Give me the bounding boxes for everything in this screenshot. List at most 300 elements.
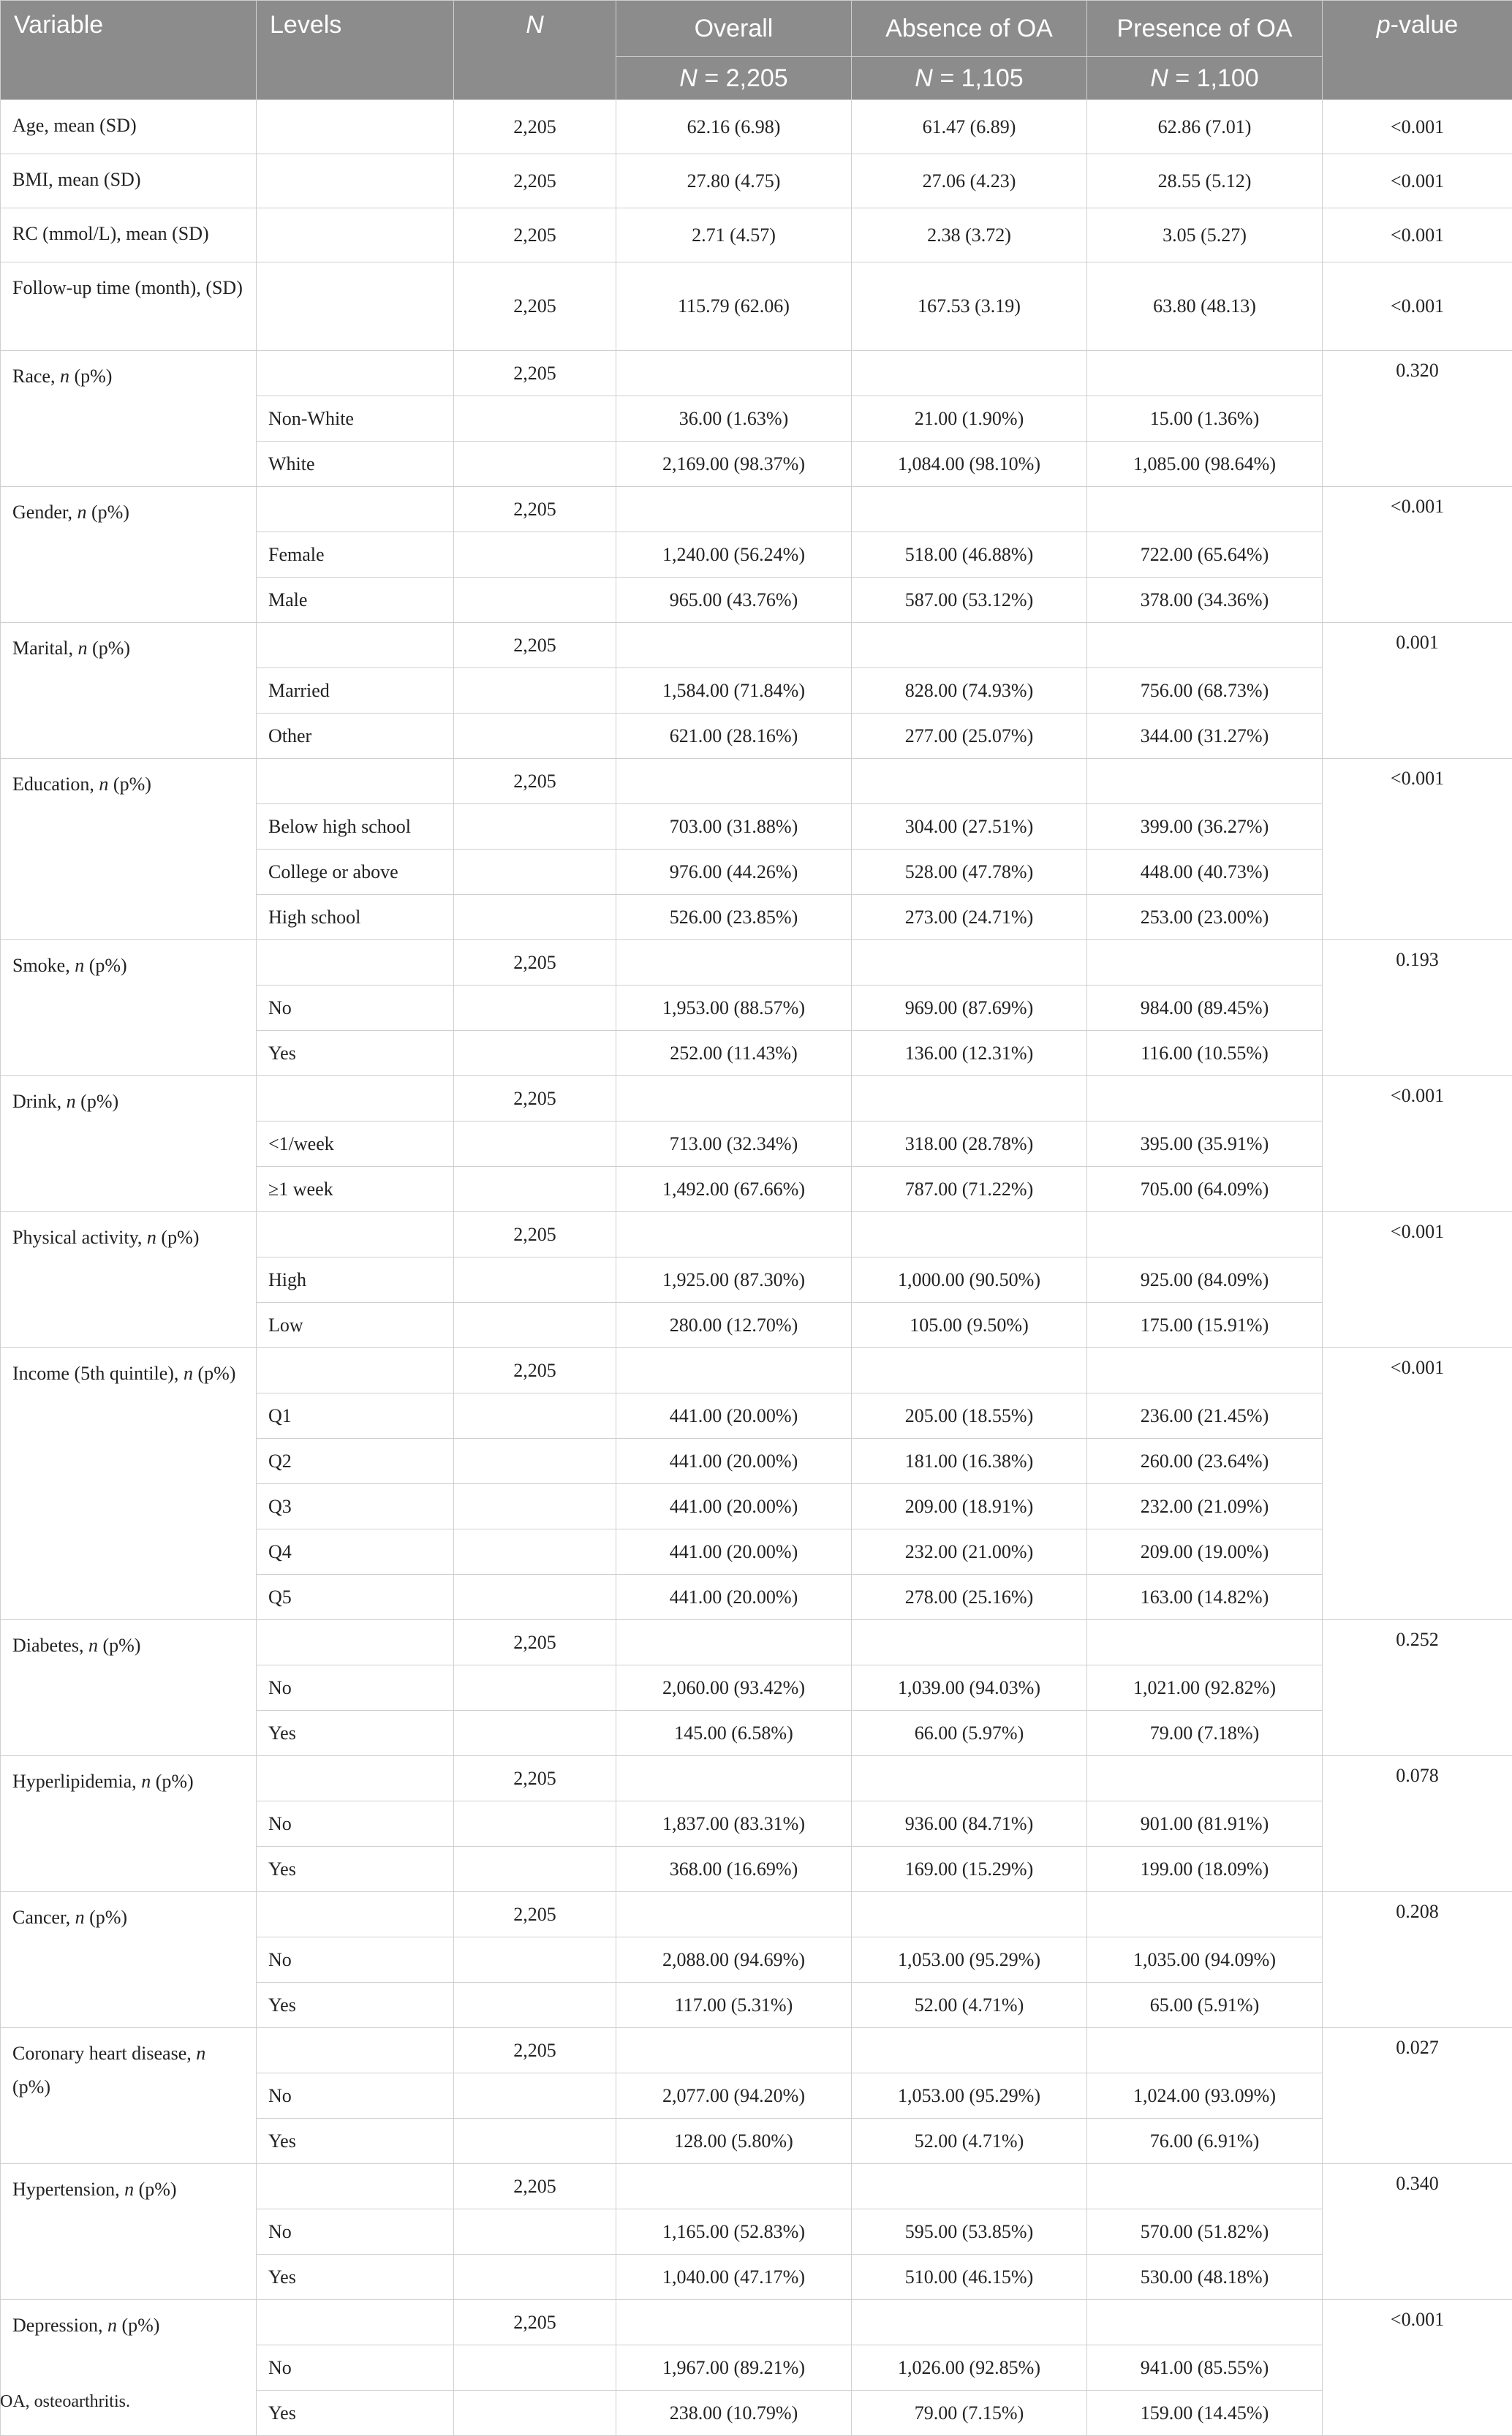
p-value-cell: <0.001 — [1323, 154, 1512, 208]
header-absence: Absence of OA — [852, 1, 1087, 57]
presence-cell: 448.00 (40.73%) — [1087, 850, 1323, 895]
table-row — [1, 100, 1512, 154]
presence-cell: 1,024.00 (93.09%) — [1087, 2073, 1323, 2119]
n-cell — [454, 1847, 616, 1892]
variable-label: Gender, — [12, 502, 77, 523]
absence-cell: 167.53 (3.19) — [852, 262, 1087, 351]
n-cell: 2,205 — [454, 208, 616, 262]
absence-cell: 1,053.00 (95.29%) — [852, 1937, 1087, 1983]
n-cell: 2,205 — [454, 1892, 616, 1937]
overall-cell: 2.71 (4.57) — [616, 208, 852, 262]
variable-label: Race, — [12, 366, 60, 387]
n-cell — [454, 2073, 616, 2119]
overall-cell: 1,040.00 (47.17%) — [616, 2255, 852, 2300]
level-cell: High — [257, 1257, 454, 1303]
table-row — [1, 1076, 1512, 1121]
absence-cell — [852, 623, 1087, 668]
variable-label-n: n — [107, 2315, 117, 2336]
absence-cell: 169.00 (15.29%) — [852, 1847, 1087, 1892]
variable-label: Smoke, — [12, 955, 75, 976]
p-value-cell: 0.001 — [1323, 623, 1512, 759]
presence-cell: 65.00 (5.91%) — [1087, 1983, 1323, 2028]
n-cell: 2,205 — [454, 2164, 616, 2209]
absence-cell: 1,084.00 (98.10%) — [852, 442, 1087, 487]
overall-cell — [616, 351, 852, 396]
presence-cell: 901.00 (81.91%) — [1087, 1801, 1323, 1847]
presence-cell: 756.00 (68.73%) — [1087, 668, 1323, 714]
variable-label: Follow-up time (month), (SD) — [12, 277, 243, 298]
variable-label-tail: (p%) — [117, 2315, 159, 2336]
presence-cell: 260.00 (23.64%) — [1087, 1439, 1323, 1484]
absence-cell — [852, 2300, 1087, 2345]
variable-label-n: n — [75, 955, 84, 976]
table-row — [1, 2028, 1512, 2073]
absence-cell: 136.00 (12.31%) — [852, 1031, 1087, 1076]
level-cell: Q5 — [257, 1575, 454, 1620]
presence-cell: 253.00 (23.00%) — [1087, 895, 1323, 940]
presence-cell — [1087, 487, 1323, 532]
level-cell: No — [257, 2209, 454, 2255]
absence-cell: 181.00 (16.38%) — [852, 1439, 1087, 1484]
overall-cell: 2,088.00 (94.69%) — [616, 1937, 852, 1983]
variable-label-n: n — [99, 773, 108, 795]
level-cell — [257, 208, 454, 262]
level-cell: High school — [257, 895, 454, 940]
n-cell: 2,205 — [454, 940, 616, 986]
overall-cell — [616, 1620, 852, 1665]
level-cell — [257, 1212, 454, 1257]
overall-cell — [616, 2028, 852, 2073]
n-cell: 2,205 — [454, 1212, 616, 1257]
variable-cell — [1, 154, 257, 208]
overall-cell: 441.00 (20.00%) — [616, 1439, 852, 1484]
p-value-cell: 0.078 — [1323, 1756, 1512, 1892]
variable-cell — [1, 759, 257, 940]
level-cell — [257, 1076, 454, 1121]
n-cell: 2,205 — [454, 759, 616, 804]
overall-cell: 1,165.00 (52.83%) — [616, 2209, 852, 2255]
absence-cell — [852, 2028, 1087, 2073]
absence-cell: 278.00 (25.16%) — [852, 1575, 1087, 1620]
n-cell: 2,205 — [454, 351, 616, 396]
absence-cell: 528.00 (47.78%) — [852, 850, 1087, 895]
variable-label-n: n — [196, 2043, 205, 2064]
level-cell — [257, 487, 454, 532]
n-cell: 2,205 — [454, 1756, 616, 1801]
level-cell — [257, 262, 454, 351]
p-value-cell: <0.001 — [1323, 262, 1512, 351]
header-levels: Levels — [257, 1, 454, 100]
overall-cell: 117.00 (5.31%) — [616, 1983, 852, 2028]
absence-cell: 828.00 (74.93%) — [852, 668, 1087, 714]
variable-label-tail: (p%) — [86, 502, 129, 523]
overall-cell: 1,953.00 (88.57%) — [616, 986, 852, 1031]
variable-cell — [1, 1076, 257, 1212]
n-cell — [454, 2391, 616, 2436]
p-value-cell: 0.193 — [1323, 940, 1512, 1076]
overall-cell: 2,077.00 (94.20%) — [616, 2073, 852, 2119]
presence-cell: 28.55 (5.12) — [1087, 154, 1323, 208]
absence-cell: 1,000.00 (90.50%) — [852, 1257, 1087, 1303]
p-value-cell: <0.001 — [1323, 1348, 1512, 1620]
n-overall-value: = 2,205 — [704, 64, 787, 92]
variable-label-n: n — [184, 1363, 193, 1384]
level-cell — [257, 623, 454, 668]
absence-cell: 232.00 (21.00%) — [852, 1529, 1087, 1575]
n-cell — [454, 2255, 616, 2300]
variable-label: Age, mean (SD) — [12, 115, 137, 136]
variable-label: Hyperlipidemia, — [12, 1771, 141, 1792]
presence-cell: 209.00 (19.00%) — [1087, 1529, 1323, 1575]
n-cell — [454, 1257, 616, 1303]
overall-cell: 2,169.00 (98.37%) — [616, 442, 852, 487]
absence-cell: 205.00 (18.55%) — [852, 1393, 1087, 1439]
presence-cell: 62.86 (7.01) — [1087, 100, 1323, 154]
level-cell: Yes — [257, 1031, 454, 1076]
presence-cell: 116.00 (10.55%) — [1087, 1031, 1323, 1076]
n-cell — [454, 986, 616, 1031]
level-cell: No — [257, 1937, 454, 1983]
overall-cell: 526.00 (23.85%) — [616, 895, 852, 940]
absence-cell — [852, 1756, 1087, 1801]
overall-cell: 36.00 (1.63%) — [616, 396, 852, 442]
n-cell — [454, 578, 616, 623]
n-cell: 2,205 — [454, 487, 616, 532]
n-cell: 2,205 — [454, 154, 616, 208]
absence-cell — [852, 1620, 1087, 1665]
variable-label: Diabetes, — [12, 1635, 88, 1656]
overall-cell — [616, 1076, 852, 1121]
variable-label: Physical activity, — [12, 1227, 147, 1248]
absence-cell: 61.47 (6.89) — [852, 100, 1087, 154]
variable-label-tail: (p%) — [85, 1907, 127, 1928]
header-p-suffix: -value — [1391, 11, 1459, 39]
n-cell — [454, 1665, 616, 1711]
presence-cell — [1087, 623, 1323, 668]
variable-label: Marital, — [12, 638, 78, 659]
level-cell — [257, 1756, 454, 1801]
presence-cell: 79.00 (7.18%) — [1087, 1711, 1323, 1756]
n-label: N — [679, 64, 698, 92]
header-n-presence — [1087, 57, 1323, 100]
table-row — [1, 1620, 1512, 1665]
absence-cell — [852, 940, 1087, 986]
n-cell — [454, 1303, 616, 1348]
variable-label-n: n — [75, 1907, 85, 1928]
table-row — [1, 351, 1512, 396]
table-row — [1, 1756, 1512, 1801]
table-footnote: OA, osteoarthritis. — [0, 2392, 130, 2412]
level-cell: Q4 — [257, 1529, 454, 1575]
overall-cell: 368.00 (16.69%) — [616, 1847, 852, 1892]
variable-cell — [1, 1756, 257, 1892]
overall-cell — [616, 1756, 852, 1801]
header-p-prefix: p — [1377, 11, 1391, 39]
n-cell: 2,205 — [454, 1076, 616, 1121]
level-cell — [257, 2028, 454, 2073]
level-cell: White — [257, 442, 454, 487]
level-cell — [257, 759, 454, 804]
n-label: N — [915, 64, 933, 92]
p-value-cell: <0.001 — [1323, 487, 1512, 623]
n-cell — [454, 396, 616, 442]
n-cell — [454, 1484, 616, 1529]
n-cell — [454, 1575, 616, 1620]
absence-cell: 510.00 (46.15%) — [852, 2255, 1087, 2300]
variable-label-tail: (p%) — [98, 1635, 140, 1656]
variable-label-n: n — [124, 2179, 134, 2200]
overall-cell: 1,925.00 (87.30%) — [616, 1257, 852, 1303]
variable-label: Income (5th quintile), — [12, 1363, 184, 1384]
overall-cell: 1,837.00 (83.31%) — [616, 1801, 852, 1847]
variable-label: Hypertension, — [12, 2179, 124, 2200]
presence-cell: 163.00 (14.82%) — [1087, 1575, 1323, 1620]
variable-label-tail: (p%) — [151, 1771, 193, 1792]
level-cell — [257, 154, 454, 208]
overall-cell: 238.00 (10.79%) — [616, 2391, 852, 2436]
level-cell: Yes — [257, 1983, 454, 2028]
absence-cell — [852, 1212, 1087, 1257]
absence-cell: 52.00 (4.71%) — [852, 1983, 1087, 2028]
overall-cell — [616, 1892, 852, 1937]
variable-cell — [1, 2164, 257, 2300]
variable-label-tail: (p%) — [69, 366, 112, 387]
variable-label-tail: (p%) — [76, 1091, 118, 1112]
table-row — [1, 759, 1512, 804]
n-cell — [454, 895, 616, 940]
level-cell — [257, 100, 454, 154]
level-cell: Other — [257, 714, 454, 759]
presence-cell: 378.00 (34.36%) — [1087, 578, 1323, 623]
overall-cell: 1,584.00 (71.84%) — [616, 668, 852, 714]
variable-label: Coronary heart disease, — [12, 2043, 196, 2064]
overall-cell: 441.00 (20.00%) — [616, 1484, 852, 1529]
absence-cell: 318.00 (28.78%) — [852, 1121, 1087, 1167]
table-row — [1, 262, 1512, 351]
level-cell — [257, 1620, 454, 1665]
n-cell — [454, 1983, 616, 2028]
level-cell: No — [257, 2345, 454, 2391]
n-cell — [454, 1167, 616, 1212]
overall-cell: 621.00 (28.16%) — [616, 714, 852, 759]
p-value-cell: <0.001 — [1323, 208, 1512, 262]
variable-cell — [1, 2028, 257, 2164]
table-row — [1, 1212, 1512, 1257]
absence-cell: 273.00 (24.71%) — [852, 895, 1087, 940]
variable-cell — [1, 351, 257, 487]
presence-cell: 76.00 (6.91%) — [1087, 2119, 1323, 2164]
absence-cell — [852, 2164, 1087, 2209]
overall-cell: 62.16 (6.98) — [616, 100, 852, 154]
variable-label-n: n — [67, 1091, 76, 1112]
variable-label-n: n — [147, 1227, 156, 1248]
presence-cell: 1,085.00 (98.64%) — [1087, 442, 1323, 487]
level-cell: Yes — [257, 2119, 454, 2164]
table-row — [1, 2300, 1512, 2345]
level-cell: <1/week — [257, 1121, 454, 1167]
level-cell: ≥1 week — [257, 1167, 454, 1212]
variable-label-tail: (p%) — [12, 2076, 50, 2098]
level-cell: Non-White — [257, 396, 454, 442]
n-cell — [454, 1393, 616, 1439]
absence-cell: 66.00 (5.97%) — [852, 1711, 1087, 1756]
presence-cell: 395.00 (35.91%) — [1087, 1121, 1323, 1167]
variable-label-tail: (p%) — [193, 1363, 235, 1384]
variable-label-tail: (p%) — [156, 1227, 199, 1248]
presence-cell: 925.00 (84.09%) — [1087, 1257, 1323, 1303]
presence-cell — [1087, 1076, 1323, 1121]
absence-cell: 277.00 (25.07%) — [852, 714, 1087, 759]
n-cell — [454, 532, 616, 578]
level-cell: No — [257, 2073, 454, 2119]
overall-cell: 441.00 (20.00%) — [616, 1575, 852, 1620]
variable-cell — [1, 1620, 257, 1756]
overall-cell: 145.00 (6.58%) — [616, 1711, 852, 1756]
table-row — [1, 623, 1512, 668]
presence-cell — [1087, 1348, 1323, 1393]
variable-label-n: n — [78, 638, 88, 659]
overall-cell — [616, 1212, 852, 1257]
p-value-cell: <0.001 — [1323, 1212, 1512, 1348]
p-value-cell: <0.001 — [1323, 1076, 1512, 1212]
variable-label-n: n — [60, 366, 69, 387]
variable-cell — [1, 1892, 257, 2028]
header-n-overall — [616, 57, 852, 100]
table-header — [1, 1, 1512, 100]
overall-cell: 976.00 (44.26%) — [616, 850, 852, 895]
presence-cell: 1,021.00 (92.82%) — [1087, 1665, 1323, 1711]
absence-cell: 304.00 (27.51%) — [852, 804, 1087, 850]
level-cell: Q3 — [257, 1484, 454, 1529]
level-cell: Q1 — [257, 1393, 454, 1439]
variable-cell — [1, 623, 257, 759]
presence-cell — [1087, 2028, 1323, 2073]
overall-cell — [616, 487, 852, 532]
overall-cell — [616, 623, 852, 668]
presence-cell: 159.00 (14.45%) — [1087, 2391, 1323, 2436]
absence-cell: 1,053.00 (95.29%) — [852, 2073, 1087, 2119]
variable-cell — [1, 487, 257, 623]
n-cell — [454, 1439, 616, 1484]
header-p-value — [1323, 1, 1512, 100]
overall-cell: 1,967.00 (89.21%) — [616, 2345, 852, 2391]
absence-cell: 1,039.00 (94.03%) — [852, 1665, 1087, 1711]
p-value-cell: 0.340 — [1323, 2164, 1512, 2300]
presence-cell: 705.00 (64.09%) — [1087, 1167, 1323, 1212]
absence-cell: 52.00 (4.71%) — [852, 2119, 1087, 2164]
table-row — [1, 940, 1512, 986]
variable-label: RC (mmol/L), mean (SD) — [12, 223, 209, 244]
presence-cell — [1087, 1756, 1323, 1801]
absence-cell — [852, 759, 1087, 804]
presence-cell: 63.80 (48.13) — [1087, 262, 1323, 351]
overall-cell: 115.79 (62.06) — [616, 262, 852, 351]
n-cell: 2,205 — [454, 1620, 616, 1665]
variable-label-n: n — [88, 1635, 98, 1656]
variable-label: Education, — [12, 773, 99, 795]
absence-cell: 787.00 (71.22%) — [852, 1167, 1087, 1212]
n-cell — [454, 1711, 616, 1756]
presence-cell: 570.00 (51.82%) — [1087, 2209, 1323, 2255]
variable-cell — [1, 940, 257, 1076]
variable-label-n: n — [141, 1771, 151, 1792]
presence-cell: 236.00 (21.45%) — [1087, 1393, 1323, 1439]
level-cell — [257, 2300, 454, 2345]
overall-cell: 441.00 (20.00%) — [616, 1529, 852, 1575]
overall-cell — [616, 940, 852, 986]
absence-cell — [852, 1076, 1087, 1121]
header-n-absence — [852, 57, 1087, 100]
overall-cell: 280.00 (12.70%) — [616, 1303, 852, 1348]
presence-cell — [1087, 2164, 1323, 2209]
p-value-cell: 0.252 — [1323, 1620, 1512, 1756]
table-row — [1, 154, 1512, 208]
level-cell — [257, 940, 454, 986]
p-value-cell: <0.001 — [1323, 2300, 1512, 2436]
level-cell: Yes — [257, 1711, 454, 1756]
presence-cell — [1087, 351, 1323, 396]
table-row — [1, 208, 1512, 262]
overall-cell: 713.00 (32.34%) — [616, 1121, 852, 1167]
overall-cell — [616, 759, 852, 804]
n-cell — [454, 442, 616, 487]
absence-cell: 595.00 (53.85%) — [852, 2209, 1087, 2255]
level-cell: College or above — [257, 850, 454, 895]
presence-cell — [1087, 759, 1323, 804]
absence-cell: 79.00 (7.15%) — [852, 2391, 1087, 2436]
absence-cell — [852, 1892, 1087, 1937]
overall-cell: 1,492.00 (67.66%) — [616, 1167, 852, 1212]
variable-cell — [1, 1348, 257, 1620]
presence-cell: 3.05 (5.27) — [1087, 208, 1323, 262]
variable-cell — [1, 1212, 257, 1348]
absence-cell: 1,026.00 (92.85%) — [852, 2345, 1087, 2391]
variable-label: BMI, mean (SD) — [12, 169, 140, 190]
level-cell: Female — [257, 532, 454, 578]
absence-cell: 969.00 (87.69%) — [852, 986, 1087, 1031]
absence-cell: 105.00 (9.50%) — [852, 1303, 1087, 1348]
level-cell — [257, 351, 454, 396]
absence-cell: 587.00 (53.12%) — [852, 578, 1087, 623]
p-value-cell: <0.001 — [1323, 100, 1512, 154]
presence-cell: 399.00 (36.27%) — [1087, 804, 1323, 850]
p-value-cell: 0.027 — [1323, 2028, 1512, 2164]
presence-cell: 15.00 (1.36%) — [1087, 396, 1323, 442]
level-cell — [257, 1892, 454, 1937]
n-cell — [454, 1031, 616, 1076]
n-cell — [454, 2119, 616, 2164]
presence-cell — [1087, 1892, 1323, 1937]
absence-cell: 21.00 (1.90%) — [852, 396, 1087, 442]
presence-cell — [1087, 940, 1323, 986]
n-cell — [454, 1937, 616, 1983]
n-cell: 2,205 — [454, 262, 616, 351]
header-variable: Variable — [1, 1, 257, 100]
variable-label-n: n — [77, 502, 86, 523]
level-cell: Male — [257, 578, 454, 623]
level-cell: Yes — [257, 2255, 454, 2300]
p-value-cell: 0.208 — [1323, 1892, 1512, 2028]
variable-label-tail: (p%) — [134, 2179, 176, 2200]
overall-cell: 27.80 (4.75) — [616, 154, 852, 208]
level-cell: Married — [257, 668, 454, 714]
variable-cell — [1, 208, 257, 262]
level-cell: No — [257, 986, 454, 1031]
n-cell — [454, 1529, 616, 1575]
level-cell: No — [257, 1801, 454, 1847]
n-label: N — [1150, 64, 1168, 92]
header-presence: Presence of OA — [1087, 1, 1323, 57]
